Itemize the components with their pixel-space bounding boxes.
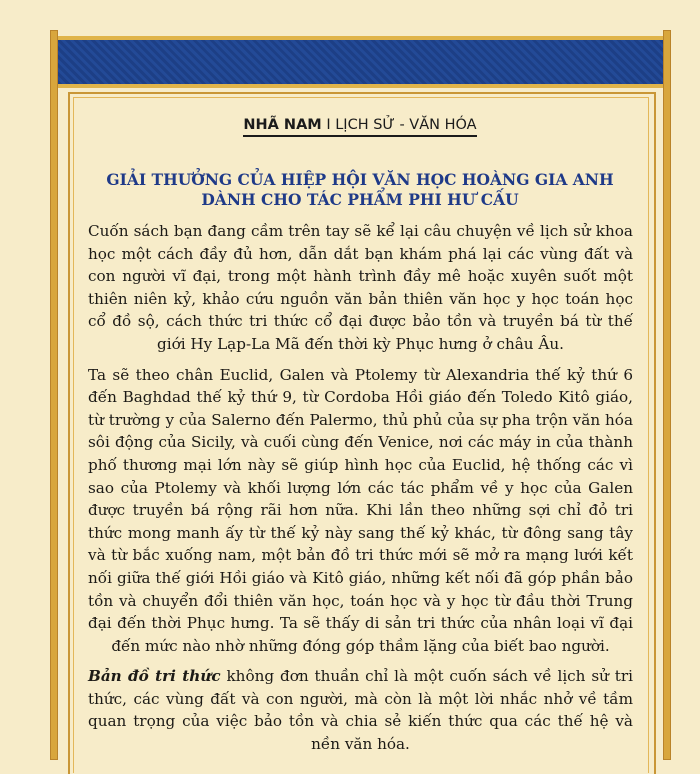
award-line-1: GIẢI THƯỞNG CỦA HIỆP HỘI VĂN HỌC HOÀNG GIA ANH: [106, 170, 614, 189]
series-label: [243, 117, 476, 137]
paragraph-2: Ta sẽ theo chân Euclid, Galen và Ptolemy từ Alexandria thế kỷ thứ 6 đến Baghdad thế kỷ thứ 9, từ Cordoba Hồi giáo đến Toledo Kitô giáo, từ trường y của Salerno đến Palermo, thủ phủ của sự pha trộn văn hóa sôi động của Sicily, và cuối cùng đến Venice, nơi các máy in của thành phố thương mại lớn này sẽ giúp hình học của Euclid, hệ thống các vì sao của Ptolemy và khối lượng lớn các tác phẩm về y học của Galen được truyền bá rộng rãi hơn nữa. Khi lần theo những sợi chỉ đỏ tri thức mong manh ấy từ thế kỷ này sang thế kỷ khác, từ đông sang tây và từ bắc xuống nam, một bản đồ tri thức mới sẽ mở ra mạng lưới kết nối giữa thế giới Hồi giáo và Kitô giáo, những kết nối đã góp phần bảo tồn và chuyển đổi thiên văn học, toán học và y học từ đầu thời Trung đại đến thời Phục hưng. Ta sẽ thấy di sản tri thức của nhân loại vĩ đại đến mức nào nhờ những đóng góp thầm lặng của biết bao người.: [88, 365, 633, 655]
series-category: LỊCH SỬ - VĂN HÓA: [335, 117, 477, 133]
award-line-2: DÀNH CHO TÁC PHẨM PHI HƯ CẤU: [201, 190, 519, 209]
award-title: [0, 170, 700, 210]
frame-left-border: [50, 30, 58, 760]
paragraph-3-text: không đơn thuần chỉ là một cuốn sách về lịch sử tri thức, các vùng đất và con người, mà còn là một lời nhắc nhở về tầm quan trọng của việc bảo tồn và chia sẻ kiến thức qua các thế hệ và nền văn hóa.: [88, 667, 633, 754]
decorative-banner: [58, 36, 663, 88]
publisher-name: NHÃ NAM: [243, 117, 322, 133]
frame-right-border: [663, 30, 671, 760]
series-separator: I: [326, 117, 331, 133]
book-title: Bản đồ tri thức: [88, 667, 221, 686]
book-description: [88, 220, 633, 764]
paragraph-3: [88, 665, 633, 755]
series-header: [0, 117, 700, 137]
paragraph-1: Cuốn sách bạn đang cầm trên tay sẽ kể lại câu chuyện về lịch sử khoa học một cách đầy đủ hơn, dẫn dắt bạn khám phá lại các vùng đất và con người vĩ đại, trong một hành trình đầy mê hoặc xuyên suốt một thiên niên kỷ, khảo cứu nguồn văn bản thiên văn học y học toán học cổ đồ sộ, cách thức tri thức cổ đại được bảo tồn và truyền bá từ thế giới Hy Lạp-La Mã đến thời kỳ Phục hưng ở châu Âu.: [88, 222, 633, 353]
